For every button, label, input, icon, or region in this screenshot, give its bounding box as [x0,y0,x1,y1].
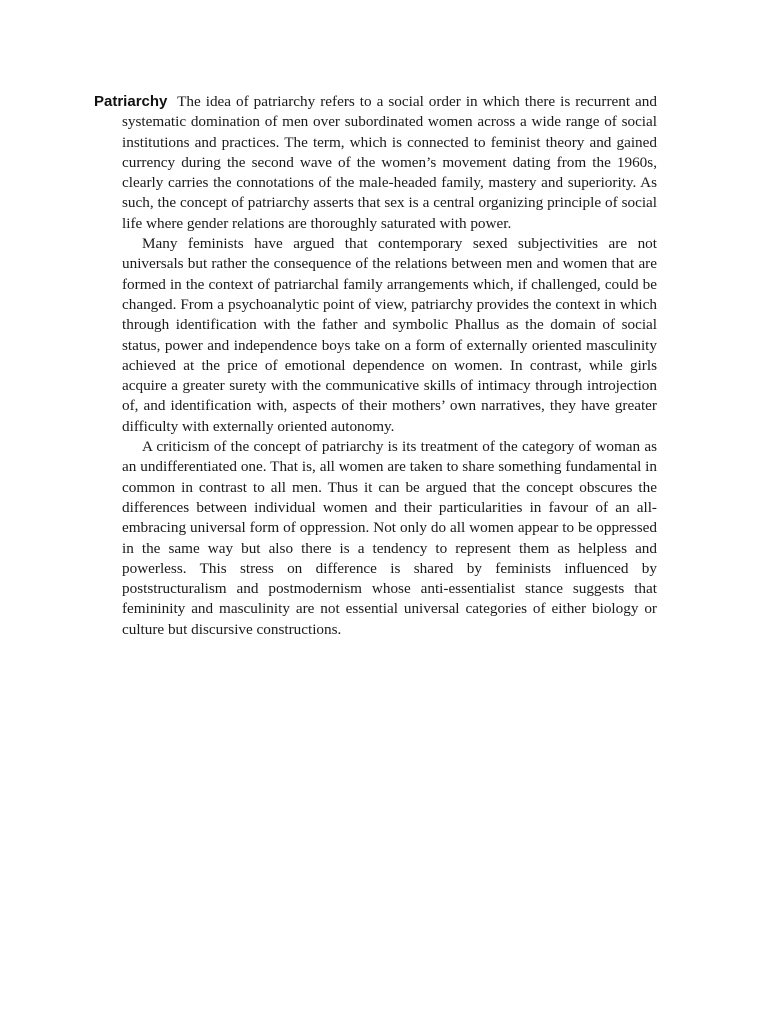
entry-headword: Patriarchy [94,93,168,110]
paragraph-3: A criticism of the concept of patriarchy is its treatment of the category of woman as an undifferentiated one. That is, all women are taken to share something fundamental in common in contrast to all men. Thus it can be argued that the concept obscures the differences between individual women and their particularities in favour of an all-embracing universal form of oppression. Not only do all women appear to be oppressed in the same way but also there is a tendency to represent them as helpless and powerless. This stress on difference is shared by feminists influenced by poststructuralism and postmodernism whose anti-essentialist stance suggests that femininity and masculinity are not essential universal categories of either biology or culture but discursive constructions. [122,438,657,638]
paragraph-1-text: The idea of patriarchy refers to a social order in which there is recurrent and systematic domination of men over subordinated women across a wide range of social institutions and practices. The term, which is connected to feminist theory and gained currency during the second wave of the women’s movement dating from the 1960s, clearly carries the connotations of the male-headed family, mastery and superiority. As such, the concept of patriarchy asserts that sex is a central organizing principle of social life where gender relations are thoroughly saturated with power. [122,93,657,232]
paragraph-2: Many feminists have argued that contemporary sexed subjectivities are not universals but rather the consequence of the relations between men and women that are formed in the context of patriarchal family arrangements which, if challenged, could be changed. From a psychoanalytic point of view, patriarchy provides the context in which through identification with the father and symbolic Phallus as the domain of social status, power and independence boys take on a form of externally oriented masculinity achieved at the price of emotional dependence on women. In contrast, while girls acquire a greater surety with the communicative skills of intimacy through introjection of, and identification with, aspects of their mothers’ own narratives, they have greater difficulty with externally oriented autonomy. [122,235,657,435]
entry-first-paragraph [94,92,657,234]
glossary-entry [94,92,657,640]
